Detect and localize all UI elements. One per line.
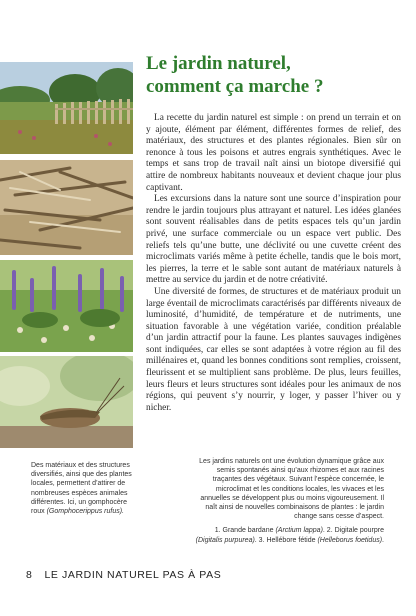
photo-grasshopper <box>0 356 133 448</box>
heading-line-2: comment ça marche ? <box>146 76 324 97</box>
ref-3-end: . <box>382 536 384 544</box>
photo-garden-fence <box>0 62 133 154</box>
page-heading <box>146 52 396 98</box>
ref-3-label: . 3. Hellébore fétide <box>254 536 318 544</box>
body-text <box>146 113 401 414</box>
ref-1-species: (Arctium lappa) <box>275 527 323 535</box>
caption-left <box>31 461 135 516</box>
ref-3-species: (Helleborus foetidus) <box>317 536 383 544</box>
running-title: LE JARDIN NATUREL PAS À PAS <box>44 569 222 581</box>
ref-2-label: . 2. Digitale pourpre <box>322 527 384 535</box>
page-number: 8 <box>26 569 33 581</box>
caption-left-text: Des matériaux et des structures diversifiés, ainsi que des plantes locales, permettent d’attirer de nombreuses espèces animales différentes. Ici, un gomphocère roux <box>31 462 132 516</box>
paragraph-1: La recette du jardin naturel est simple : on prend un terrain et on y ajoute, élément par élément, différentes formes de relief, des matériaux, des structures et des plantes régionales. Bien sûr on renonce à tous les poisons et autres engrais synthétiques. Avec le temps et sans trop de travail naît ainsi un biotope diversifié qui attire de nombreux habitants nouveaux et devient chaque jour plus captivant. <box>146 113 401 193</box>
caption-left-species: (Gomphocerippus rufus). <box>46 508 124 516</box>
paragraph-2: Les excursions dans la nature sont une source d’inspiration pour rendre le jardin toujours plus attrayant et naturel. Les idées glanées sont souvent réalisables dans de petits espaces tels qu’un jardin privé, une surface commerciale ou un espace vert public. Des reliefs tels qu’une butte, une déclivité ou une cuvette créent des microclimats variés même à petite échelle, tandis que le bois mort, les pierres, la terre et le sable sont autant de matériaux naturels à mettre au service du jardin et de notre créativité. <box>146 194 401 286</box>
ref-1-label: 1. Grande bardane <box>214 527 276 535</box>
ref-2-species: (Digitalis purpurea) <box>195 536 255 544</box>
caption-right-text: Les jardins naturels ont une évolution dynamique grâce aux semis spontanés ainsi qu’aux rhizomes et aux racines traçantes des végétaux. Suivant l’espèce concernée, le microclimat et les conditions locales, les vivaces et les annuelles se développent plus ou moins vigoureusement. Il naît ainsi de nouvelles combinaisons de plantes : le jardin change sans cesse d’aspect. <box>199 458 384 521</box>
caption-right-references <box>192 526 384 544</box>
caption-right <box>192 457 384 545</box>
heading-line-1: Le jardin naturel, <box>146 53 291 74</box>
page-footer <box>26 569 221 581</box>
paragraph-3: Une diversité de formes, de structures et de matériaux produit un large éventail de microclimats caractérisés par différents niveaux de luminosité, d’humidité, de température et de nutriments, une situation favorable à une végétation variée, condition préalable d’un jardin attractif pour la faune. Les plantes sauvages indigènes sont indiquées, car elles se sont adaptées à votre région au fil des millénaires et, quand les bonnes conditions sont remplies, croissent, fleurissent et se multiplient sans problème. De plus, leurs feuilles, leurs fleurs et leurs structures sont idéales pour les animaux de nos régions, qui peuvent s’y nourrir, y loger, y passer l’hiver ou y nicher. <box>146 286 401 413</box>
photo-deadwood-pile <box>0 160 133 255</box>
photo-wildflower-meadow <box>0 260 133 352</box>
